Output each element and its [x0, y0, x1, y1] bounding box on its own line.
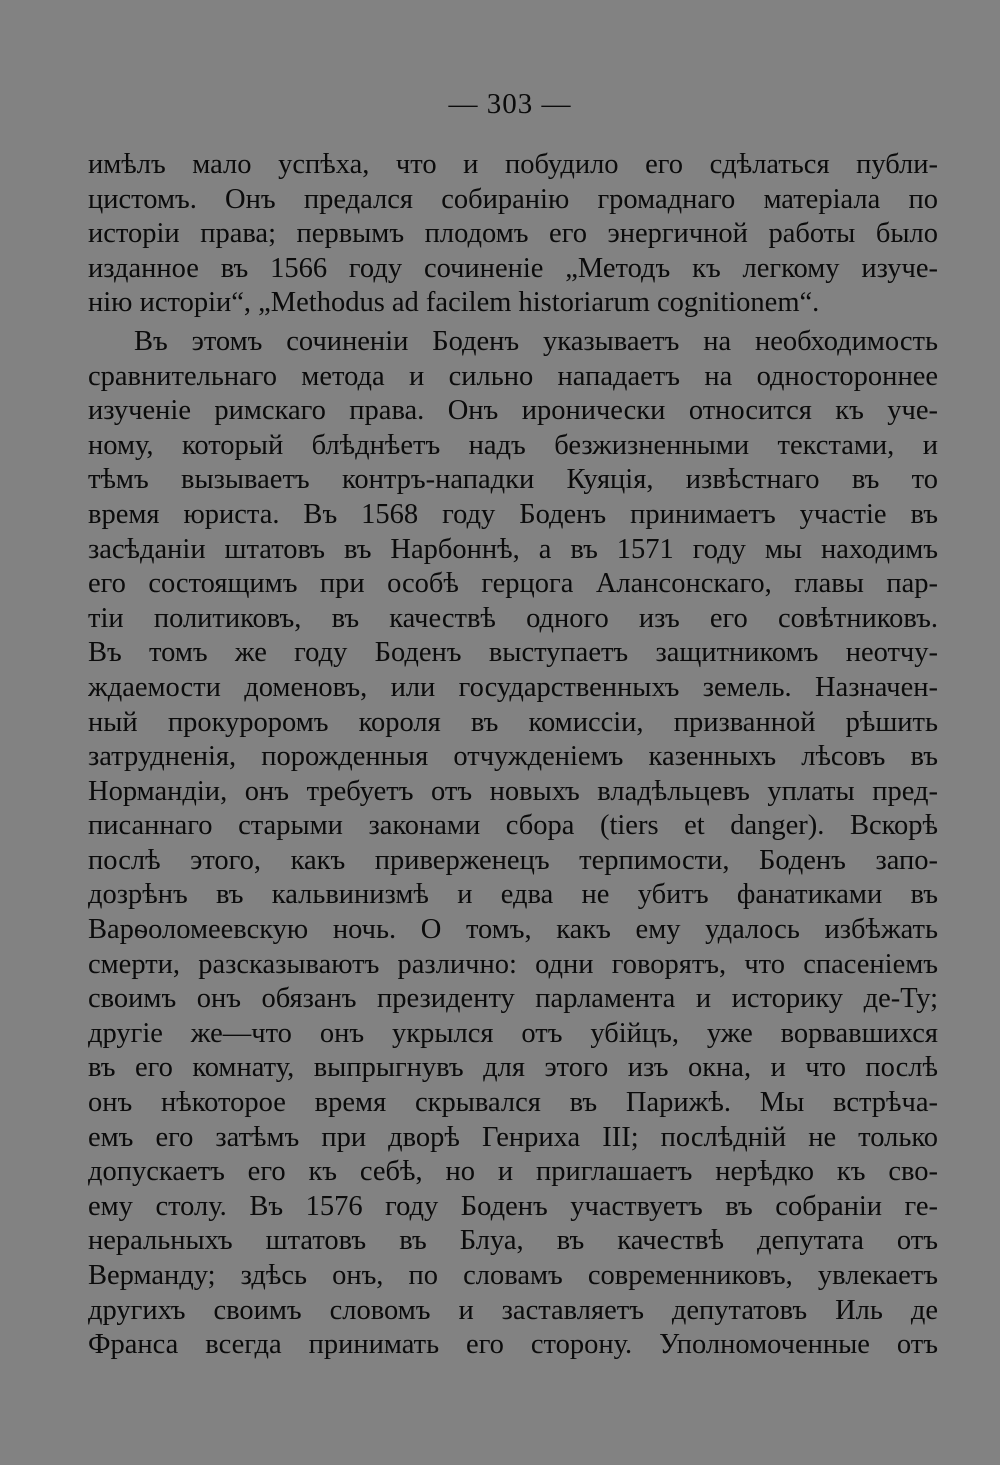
text-line: время юриста. Въ 1568 году Боденъ принимаетъ участіе въ — [88, 498, 938, 530]
text-line: допускаетъ его къ себѣ, но и приглашаетъ нерѣдко къ сво- — [88, 1156, 938, 1188]
text-line: нію исторіи“, „Methodus ad facilem historiarum cognitionem“. — [88, 287, 820, 319]
text-line: его состоящимъ при особѣ герцога Алансонскаго, главы пар- — [88, 568, 938, 600]
text-line: имѣлъ мало успѣха, что и побудило его сдѣлаться публи- — [88, 149, 938, 180]
paragraph-2 — [88, 325, 938, 1397]
text-line: Въ этомъ сочиненіи Боденъ указываетъ на необходимость — [134, 325, 938, 357]
text-line: Варѳоломеевскую ночь. О томъ, какъ ему удалось избѣжать — [88, 914, 938, 946]
text-line: засѣданіи штатовъ въ Нарбоннѣ, а въ 1571 году мы находимъ — [88, 533, 938, 565]
text-line: изученіе римскаго права. Онъ иронически относится къ уче- — [88, 395, 938, 427]
text-line: Въ томъ же году Боденъ выступаетъ защитникомъ неотчу- — [88, 637, 938, 669]
text-line: Нормандіи, онъ требуетъ отъ новыхъ владѣльцевъ уплаты пред- — [88, 775, 938, 807]
text-line: смерти, разсказываютъ различно: одни говорятъ, что спасеніемъ — [88, 948, 938, 980]
text-line: онъ нѣкоторое время скрывался въ Парижѣ. Мы встрѣча- — [88, 1087, 938, 1119]
text-line: Франса всегда принимать его сторону. Уполномоченные отъ — [88, 1329, 938, 1361]
text-line: тіи политиковъ, въ качествѣ одного изъ его совѣтниковъ. — [88, 602, 938, 634]
text-body — [88, 148, 938, 1397]
text-line: ему столу. Въ 1576 году Боденъ участвуетъ въ собраніи ге- — [88, 1190, 938, 1222]
text-line: ждаемости доменовъ, или государственныхъ земель. Назначен- — [88, 671, 938, 703]
text-line: другихъ своимъ словомъ и заставляетъ депутатовъ Иль де — [88, 1294, 938, 1326]
text-line: дозрѣнъ въ кальвинизмѣ и едва не убитъ фанатиками въ — [88, 879, 938, 911]
text-line: цистомъ. Онъ предался собиранію громаднаго матеріала по — [88, 183, 938, 215]
text-line: сравнительнаго метода и сильно нападаетъ на одностороннее — [88, 360, 938, 392]
text-line: ному, который блѣднѣетъ надъ безжизненными текстами, и — [88, 429, 938, 461]
text-line: емъ его затѣмъ при дворѣ Генриха III; послѣдній не только — [88, 1121, 938, 1153]
text-line: ный прокуроромъ короля въ комиссіи, призванной рѣшить — [88, 706, 938, 738]
text-line — [88, 1363, 938, 1398]
text-line: другіе же—что онъ укрылся отъ убійцъ, уже ворвавшихся — [88, 1017, 938, 1049]
text-line: Верманду; здѣсь онъ, по словамъ современниковъ, увлекаетъ — [88, 1260, 938, 1291]
text-line: неральныхъ штатовъ въ Блуа, въ качествѣ депутата отъ — [88, 1225, 938, 1257]
paragraph-1 — [88, 148, 938, 321]
text-line: изданное въ 1566 году сочиненіе „Методъ къ легкому изуче- — [88, 252, 938, 284]
text-line: писаннаго старыми законами сбора (tiers et danger). Вскорѣ — [88, 810, 938, 842]
text-line: затрудненія, порожденныя отчужденіемъ казенныхъ лѣсовъ въ — [88, 741, 938, 773]
page-number: — 303 — — [448, 88, 572, 120]
text-line: тѣмъ вызываетъ контръ-нападки Куяція, извѣстнаго въ то — [88, 464, 938, 496]
text-line: исторіи права; первымъ плодомъ его энергичной работы было — [88, 218, 938, 250]
text-line: въ его комнату, выпрыгнувъ для этого изъ окна, и что послѣ — [88, 1052, 938, 1084]
text-line: послѣ этого, какъ приверженецъ терпимости, Боденъ запо- — [88, 844, 938, 876]
text-line: своимъ онъ обязанъ президенту парламента и историку де-Ту; — [88, 983, 938, 1015]
